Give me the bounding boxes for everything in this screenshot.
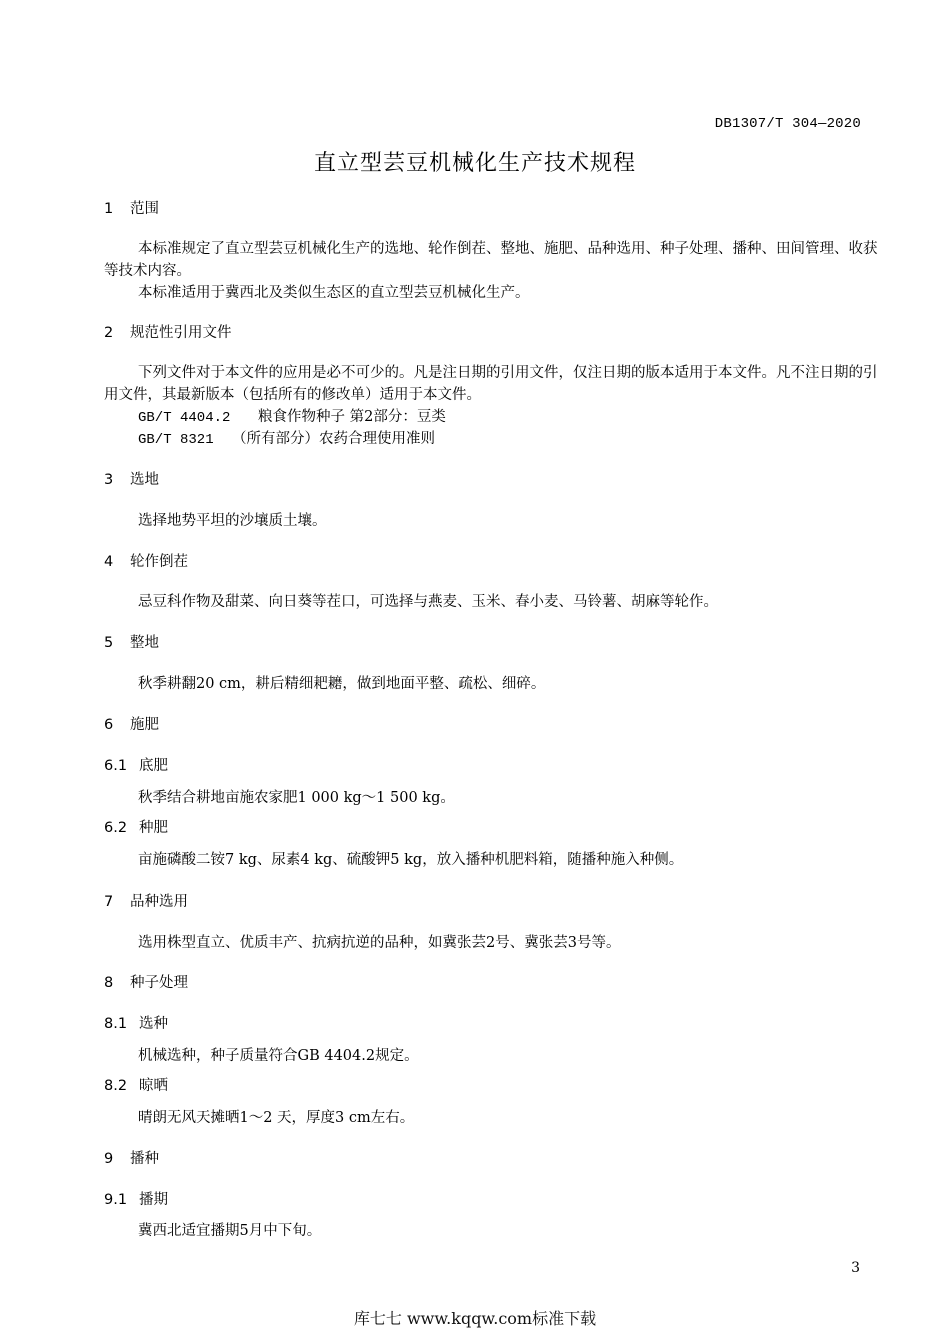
subsection-heading-seed-selection (104, 1014, 168, 1034)
section-heading-land-preparation (104, 633, 159, 653)
land-preparation-paragraph: 秋季耕翻20 cm，耕后精细耙耱，做到地面平整、疏松、细碎。 (138, 676, 546, 692)
section-heading-scope (104, 199, 159, 219)
reference-code: GB/T 4404.2 (138, 410, 231, 426)
section-number: 9 (104, 1151, 114, 1167)
section-heading-crop-rotation (104, 552, 188, 572)
subsection-heading-base-fertilizer (104, 756, 168, 776)
reference-item (138, 406, 446, 429)
subsection-title: 种肥 (139, 820, 168, 836)
section-number: 6 (104, 717, 114, 733)
subsection-number: 9.1 (104, 1192, 128, 1208)
section-title: 施肥 (130, 717, 159, 733)
section-title: 轮作倒茬 (130, 554, 188, 570)
site-selection-paragraph: 选择地势平坦的沙壤质土壤。 (138, 513, 327, 529)
seed-selection-paragraph: 机械选种，种子质量符合GB 4404.2规定。 (138, 1048, 419, 1064)
subsection-title: 底肥 (139, 758, 168, 774)
section-number: 4 (104, 554, 114, 570)
subsection-heading-sowing-period (104, 1190, 168, 1210)
section-number: 7 (104, 894, 114, 910)
section-heading-variety-selection (104, 892, 188, 912)
document-code: DB1307/T 304—2020 (714, 116, 861, 132)
subsection-number: 8.2 (104, 1078, 128, 1094)
subsection-title: 选种 (139, 1016, 168, 1032)
footer-watermark: 库七七 www.kqqw.com标准下载 (353, 1309, 597, 1328)
subsection-number: 8.1 (104, 1016, 128, 1032)
references-paragraph: 下列文件对于本文件的应用是必不可少的。凡是注日期的引用文件，仅注日期的版本适用于本文件。凡不注日期的引用文件，其最新版本（包括所有的修改单）适用于本文件。 (104, 365, 878, 403)
reference-item (138, 428, 435, 451)
reference-title: 粮食作物种子 第2部分：豆类 (258, 409, 446, 425)
reference-code: GB/T 8321 (138, 432, 214, 448)
reference-title: （所有部分）农药合理使用准则 (232, 431, 435, 447)
section-title: 规范性引用文件 (130, 325, 232, 341)
section-number: 3 (104, 472, 114, 488)
section-title: 选地 (130, 472, 159, 488)
section-title: 品种选用 (130, 894, 188, 910)
section-number: 1 (104, 201, 114, 217)
section-heading-seed-treatment (104, 973, 188, 993)
document-title: 直立型芸豆机械化生产技术规程 (313, 151, 636, 176)
section-number: 5 (104, 635, 114, 651)
section-title: 种子处理 (130, 975, 188, 991)
section-number: 8 (104, 975, 114, 991)
scope-paragraph-1: 本标准规定了直立型芸豆机械化生产的选地、轮作倒茬、整地、施肥、品种选用、种子处理、播种、田间管理、收获等技术内容。 (104, 241, 878, 279)
page-number: 3 (851, 1260, 860, 1276)
subsection-title: 晾晒 (139, 1078, 168, 1094)
subsection-title: 播期 (139, 1192, 168, 1208)
section-title: 播种 (130, 1151, 159, 1167)
section-number: 2 (104, 325, 114, 341)
base-fertilizer-paragraph: 秋季结合耕地亩施农家肥1 000 kg～1 500 kg。 (138, 790, 455, 806)
variety-selection-paragraph: 选用株型直立、优质丰产、抗病抗逆的品种，如冀张芸2号、冀张芸3号等。 (138, 935, 621, 951)
sun-drying-paragraph: 晴朗无风天摊晒1～2 天，厚度3 cm左右。 (138, 1110, 415, 1126)
subsection-heading-sun-drying (104, 1076, 168, 1096)
crop-rotation-paragraph: 忌豆科作物及甜菜、向日葵等茬口，可选择与燕麦、玉米、春小麦、马铃薯、胡麻等轮作。 (138, 594, 718, 610)
section-heading-normative-references (104, 323, 232, 343)
sowing-period-paragraph: 冀西北适宜播期5月中下旬。 (138, 1223, 322, 1239)
section-title: 整地 (130, 635, 159, 651)
subsection-heading-seed-fertilizer (104, 818, 168, 838)
section-title: 范围 (130, 201, 159, 217)
section-heading-site-selection (104, 470, 159, 490)
subsection-number: 6.1 (104, 758, 128, 774)
section-heading-fertilization (104, 715, 159, 735)
subsection-number: 6.2 (104, 820, 128, 836)
scope-paragraph-2: 本标准适用于冀西北及类似生态区的直立型芸豆机械化生产。 (138, 285, 530, 301)
section-heading-sowing (104, 1149, 159, 1169)
seed-fertilizer-paragraph: 亩施磷酸二铵7 kg、尿素4 kg、硫酸钾5 kg，放入播种机肥料箱，随播种施入种侧。 (138, 852, 684, 868)
